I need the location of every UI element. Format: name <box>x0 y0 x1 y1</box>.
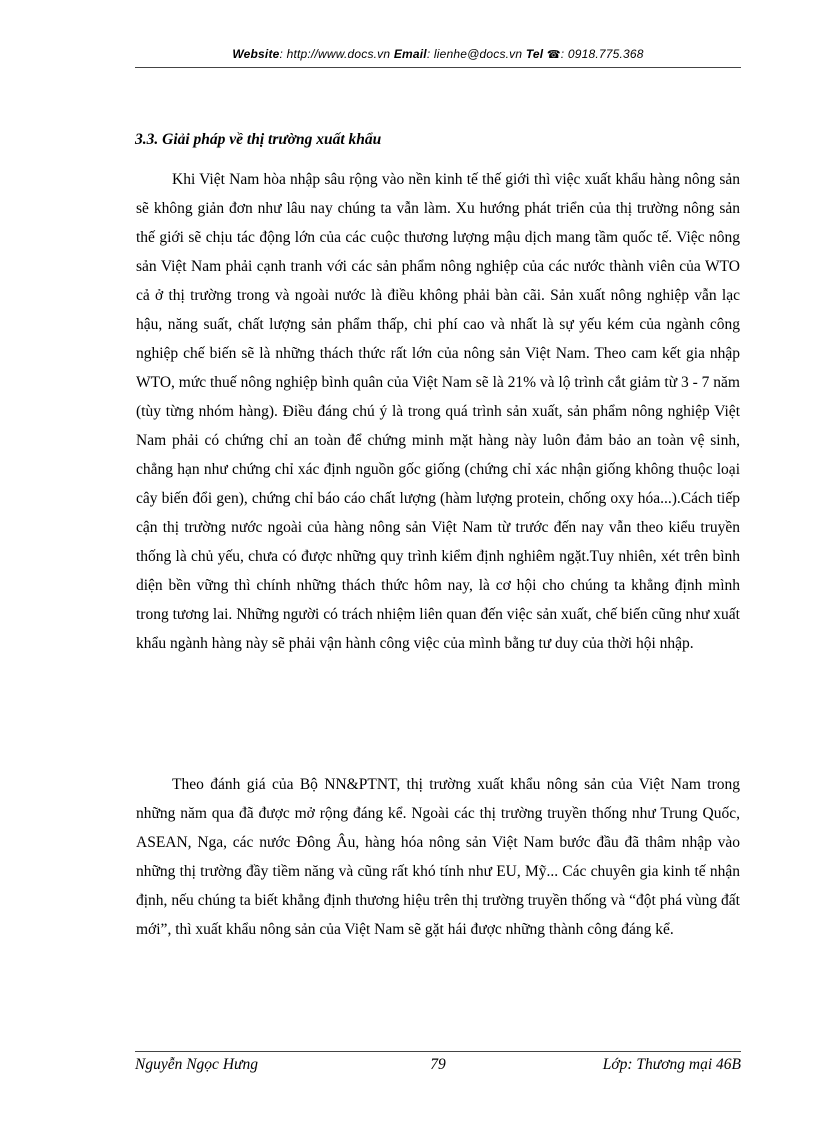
footer-page-number: 79 <box>430 1056 446 1073</box>
tel-value: : 0918.775.368 <box>560 47 644 61</box>
email-value: : lienhe@docs.vn <box>426 47 523 61</box>
page-footer <box>135 1056 741 1076</box>
paragraph-text: Theo đánh giá của Bộ NN&PTNT, thị trường xuất khẩu nông sản của Việt Nam trong những năm qua đã được mở rộng đáng kể. Ngoài các thị trường truyền thống như Trung Quốc, ASEAN, Nga, các nước Đông Âu, hàng hóa nông sản Việt Nam bước đầu đã thâm nhập vào những thị trường đầy tiềm năng và cũng rất khó tính như EU, Mỹ... Các chuyên gia kinh tế nhận định, nếu chúng ta biết khẳng định thương hiệu trên thị trường truyền thống và “đột phá vùng đất mới”, thì xuất khẩu nông sản của Việt Nam sẽ gặt hái được những thành công đáng kể. <box>136 776 740 938</box>
phone-icon: ☎ <box>546 49 561 61</box>
website-label: Website <box>232 47 280 61</box>
footer-class: Lớp: Thương mại 46B <box>602 1056 741 1073</box>
footer-divider <box>135 1051 741 1052</box>
page-header <box>135 47 741 61</box>
website-value: : http://www.docs.vn <box>279 47 391 61</box>
tel-label: Tel <box>525 47 544 61</box>
body-paragraph-2 <box>136 770 740 944</box>
footer-author: Nguyễn Ngọc Hưng <box>135 1056 258 1073</box>
header-divider <box>135 67 741 68</box>
paragraph-text: Khi Việt Nam hòa nhập sâu rộng vào nền kinh tế thế giới thì việc xuất khẩu hàng nông sản sẽ không giản đơn như lâu nay chúng ta vẫn làm. Xu hướng phát triển của thị trường nông sản thế giới sẽ chịu tác động lớn của các cuộc thương lượng mậu dịch mang tầm quốc tế. Việc nông sản Việt Nam phải cạnh tranh với các sản phẩm nông nghiệp của các nước thành viên của WTO cả ở thị trường trong và ngoài nước là điều không phải bàn cãi. Sản xuất nông nghiệp vẫn lạc hậu, năng suất, chất lượng sản phẩm thấp, chi phí cao và nhất là sự yếu kém của ngành công nghiệp chế biến sẽ là những thách thức rất lớn của nông sản Việt Nam. Theo cam kết gia nhập WTO, mức thuế nông nghiệp bình quân của Việt Nam sẽ là 21% và lộ trình cắt giảm từ 3 - 7 năm (tùy từng nhóm hàng). Điều đáng chú ý là trong quá trình sản xuất, sản phẩm nông nghiệp Việt Nam phải có chứng chỉ an toàn để chứng minh mặt hàng này luôn đảm bảo an toàn vệ sinh, chẳng hạn như chứng chỉ xác định nguồn gốc giống (chứng chỉ xác nhận giống không thuộc loại cây biến đổi gen), chứng chỉ báo cáo chất lượng (hàm lượng protein, chống oxy hóa...).Cách tiếp cận thị trường nước ngoài của hàng nông sản Việt Nam từ trước đến nay vẫn theo kiểu truyền thống là chủ yếu, chưa có được những quy trình kiểm định nghiêm ngặt.Tuy nhiên, xét trên bình diện bền vững thì chính những thách thức hôm nay, là cơ hội cho chúng ta khẳng định mình trong tương lai. Những người có trách nhiệm liên quan đến việc sản xuất, chế biến cũng như xuất khẩu ngành hàng này sẽ phải vận hành công việc của mình bằng tư duy của thời hội nhập. <box>136 171 740 652</box>
email-label: Email <box>393 47 427 61</box>
section-title: 3.3. Giải pháp về thị trường xuất khẩu <box>135 131 382 148</box>
body-paragraph-1 <box>136 165 740 658</box>
